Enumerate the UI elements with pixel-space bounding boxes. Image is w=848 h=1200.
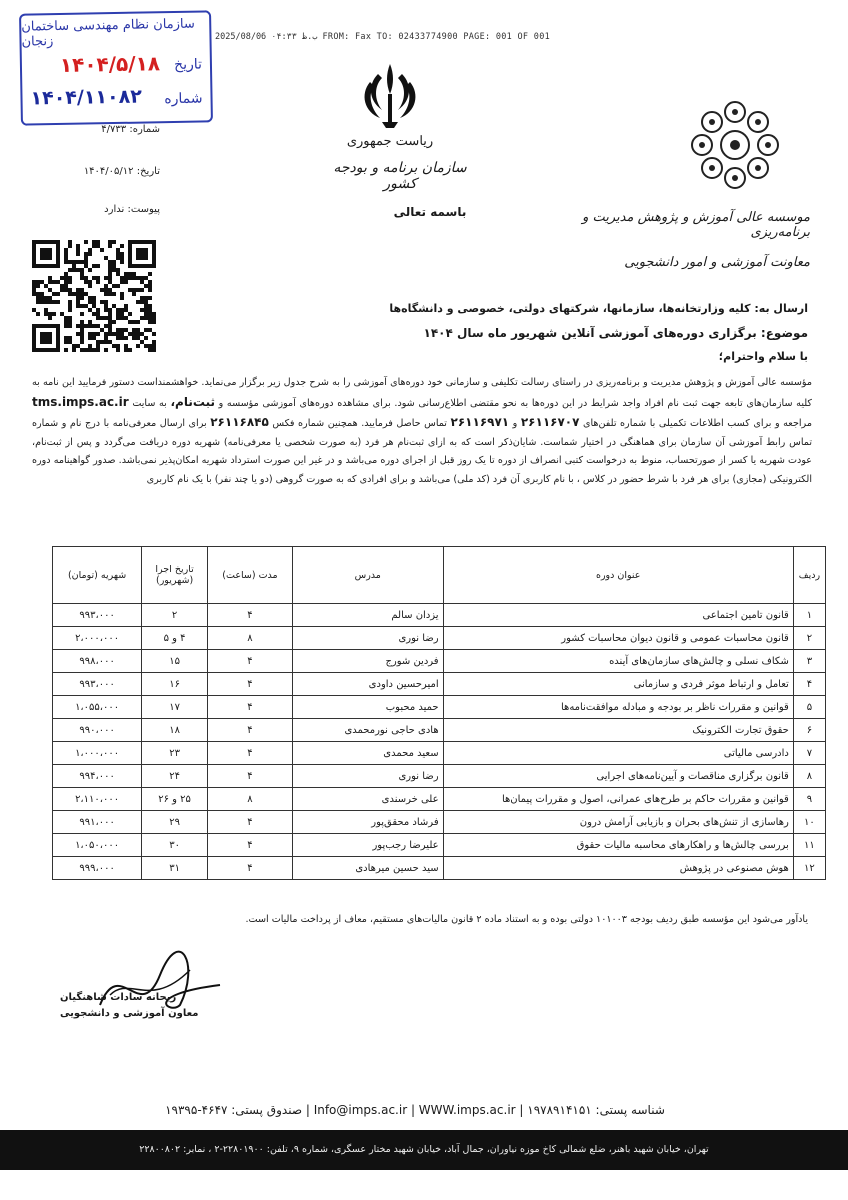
- cell-course-title: بررسی چالش‌ها و راهکارهای محاسبه مالیات حقوق: [443, 834, 793, 857]
- table-row: [53, 627, 826, 650]
- cell-date: ۲: [142, 604, 208, 627]
- cell-duration: ۴: [207, 811, 292, 834]
- fax-intro: همچنین شماره فکس: [272, 418, 358, 430]
- website-link[interactable]: tms.imps.ac.ir: [32, 394, 129, 409]
- header-instructor: مدرس: [292, 547, 443, 604]
- table-row: [53, 765, 826, 788]
- cell-course-title: رهاسازی از تنش‌های بحران و بازیابی آرامش درون: [443, 811, 793, 834]
- cell-course-title: قانون تامین اجتماعی: [443, 604, 793, 627]
- cell-row-number: ۵: [793, 696, 825, 719]
- cell-instructor: رضا نوری: [292, 627, 443, 650]
- cell-date: ۳۰: [142, 834, 208, 857]
- cell-course-title: قوانین و مقررات ناظر بر بودجه و مبادله موافقت‌نامه‌ها: [443, 696, 793, 719]
- phone-1: ۲۶۱۱۶۷۰۷: [520, 415, 580, 430]
- cell-tuition: ۱،۰۵۵،۰۰۰: [53, 696, 142, 719]
- cell-row-number: ۱: [793, 604, 825, 627]
- tax-note: یادآور می‌شود این مؤسسه طبق ردیف بودجه ۱۰۱۰۰۳ دولتی بوده و به استناد ماده ۲ قانون مالیات‌های مستقیم، معاف از پرداخت مالیات است.: [245, 914, 808, 925]
- cell-instructor: علیرضا رجب‌پور: [292, 834, 443, 857]
- stamp-number-value: ۱۴۰۴/۱۱۰۸۲: [30, 85, 143, 110]
- stamp-org: سازمان نظام مهندسی ساختمان زنجان: [21, 16, 195, 50]
- table-row: [53, 742, 826, 765]
- cell-row-number: ۹: [793, 788, 825, 811]
- cell-tuition: ۲،۰۰۰،۰۰۰: [53, 627, 142, 650]
- cell-duration: ۴: [207, 834, 292, 857]
- cell-duration: ۴: [207, 673, 292, 696]
- fax-number: ۲۶۱۱۶۸۴۵: [210, 415, 269, 430]
- cell-instructor: علی خرسندی: [292, 788, 443, 811]
- fax-header: 2025/08/06 ب.ظ ۰۴:۳۳ FROM: Fax TO: 02433774900 PAGE: 001 OF 001: [215, 32, 551, 42]
- cell-instructor: سید حسین میرهادی: [292, 857, 443, 880]
- deputy-name: معاونت آموزشی و امور دانشجویی: [624, 255, 810, 270]
- letter-attachment-value: ندارد: [104, 204, 125, 215]
- header-duration: مدت (ساعت): [207, 547, 292, 604]
- cell-tuition: ۱،۰۰۰،۰۰۰: [53, 742, 142, 765]
- signatory-title: معاون آموزشی و دانشجویی: [60, 1008, 199, 1019]
- table-header-row: [53, 547, 826, 604]
- institute-name: موسسه عالی آموزش و پژوهش مدیریت و برنامه‌ریزی: [582, 210, 810, 240]
- header-tuition: شهریه (تومان): [53, 547, 142, 604]
- table-row: [53, 788, 826, 811]
- cell-instructor: هادی حاجی نورمحمدی: [292, 719, 443, 742]
- site-intro: به سایت: [132, 397, 167, 409]
- cell-tuition: ۲،۱۱۰،۰۰۰: [53, 788, 142, 811]
- cell-tuition: ۱،۰۵۰،۰۰۰: [53, 834, 142, 857]
- institute-logo-icon: [680, 90, 790, 200]
- phone-2: ۲۶۱۱۶۹۷۱: [450, 415, 510, 430]
- letter-attachment: [60, 204, 160, 215]
- cell-instructor: فرشاد محقق‌پور: [292, 811, 443, 834]
- cell-duration: ۴: [207, 742, 292, 765]
- cell-row-number: ۱۱: [793, 834, 825, 857]
- cell-duration: ۴: [207, 765, 292, 788]
- header-date: تاریخ اجرا (شهریور): [142, 547, 208, 604]
- cell-course-title: شکاف نسلی و چالش‌های سازمان‌های آینده: [443, 650, 793, 673]
- cell-tuition: ۹۹۱،۰۰۰: [53, 811, 142, 834]
- cell-course-title: قانون محاسبات عمومی و قانون دیوان محاسبات کشور: [443, 627, 793, 650]
- stamp-number-label: شماره: [164, 90, 203, 108]
- cell-tuition: ۹۹۳،۰۰۰: [53, 604, 142, 627]
- greeting: با سلام واحترام؛: [718, 350, 808, 363]
- cell-row-number: ۶: [793, 719, 825, 742]
- cell-duration: ۴: [207, 719, 292, 742]
- letter-body: [32, 374, 812, 490]
- header-row-number: ردیف: [793, 547, 825, 604]
- iran-emblem-icon: [360, 60, 420, 130]
- cell-date: ۱۸: [142, 719, 208, 742]
- cell-course-title: قوانین و مقررات حاکم بر طرح‌های عمرانی، اصول و مقررات پیمان‌ها: [443, 788, 793, 811]
- received-stamp: [19, 10, 213, 125]
- table-row: [53, 673, 826, 696]
- contact-intro: مراجعه و برای کسب اطلاعات تکمیلی با شماره تلفن‌های: [583, 418, 812, 430]
- cell-duration: ۴: [207, 857, 292, 880]
- cell-course-title: هوش مصنوعی در پژوهش: [443, 857, 793, 880]
- letter-number: [60, 124, 160, 135]
- cell-date: ۲۳: [142, 742, 208, 765]
- cell-date: ۲۴: [142, 765, 208, 788]
- cell-tuition: ۹۹۸،۰۰۰: [53, 650, 142, 673]
- stamp-date-label: تاریخ: [173, 56, 203, 73]
- contact-end: تماس حاصل فرمایید.: [361, 418, 447, 430]
- stamp-date-value: ۱۴۰۴/۵/۱۸: [59, 51, 161, 77]
- cell-date: ۱۷: [142, 696, 208, 719]
- cell-instructor: یزدان سالم: [292, 604, 443, 627]
- cell-date: ۲۹: [142, 811, 208, 834]
- presidency-title: ریاست جمهوری: [346, 134, 434, 149]
- table-row: [53, 857, 826, 880]
- cell-course-title: حقوق تجارت الکترونیک: [443, 719, 793, 742]
- table-row: [53, 604, 826, 627]
- cell-duration: ۴: [207, 604, 292, 627]
- header-course-title: عنوان دوره: [443, 547, 793, 604]
- cell-row-number: ۴: [793, 673, 825, 696]
- basmala: باسمه تعالی: [393, 205, 467, 219]
- organization-title: سازمان برنامه و بودجه کشور: [333, 160, 467, 192]
- cell-date: ۳۱: [142, 857, 208, 880]
- cell-date: ۱۶: [142, 673, 208, 696]
- table-row: [53, 811, 826, 834]
- letter-date-label: تاریخ:: [136, 166, 160, 177]
- cell-date: ۴ و ۵: [142, 627, 208, 650]
- cell-tuition: ۹۹۹،۰۰۰: [53, 857, 142, 880]
- letter-attachment-label: پیوست:: [127, 204, 160, 215]
- cell-duration: ۴: [207, 650, 292, 673]
- registration-label: ثبت‌نام،: [170, 394, 215, 409]
- cell-row-number: ۲: [793, 627, 825, 650]
- cell-course-title: تعامل و ارتباط موثر فردی و سازمانی: [443, 673, 793, 696]
- cell-tuition: ۹۹۳،۰۰۰: [53, 673, 142, 696]
- cell-row-number: ۳: [793, 650, 825, 673]
- cell-row-number: ۸: [793, 765, 825, 788]
- cell-date: ۱۵: [142, 650, 208, 673]
- letter-number-label: شماره:: [129, 124, 160, 135]
- cell-duration: ۸: [207, 788, 292, 811]
- cell-instructor: سعید محمدی: [292, 742, 443, 765]
- phone-and: و: [512, 418, 518, 430]
- cell-instructor: رضا نوری: [292, 765, 443, 788]
- cell-row-number: ۱۰: [793, 811, 825, 834]
- cell-course-title: دادرسی مالیاتی: [443, 742, 793, 765]
- table-row: [53, 719, 826, 742]
- cell-row-number: ۷: [793, 742, 825, 765]
- recipient-line: ارسال به: کلیه وزارتخانه‌ها، سازمانها، شرکتهای دولتی، خصوصی و دانشگاه‌ها: [389, 302, 808, 315]
- cell-course-title: قانون برگزاری مناقصات و آیین‌نامه‌های اجرایی: [443, 765, 793, 788]
- footer-contact: شناسه پستی: ۱۹۷۸۹۱۴۱۵۱ | Info@imps.ac.ir | WWW.imps.ac.ir | صندوق پستی: ۴۶۴۷-۱۹۳۹۵: [165, 1103, 665, 1117]
- table-row: [53, 834, 826, 857]
- table-row: [53, 650, 826, 673]
- courses-table: [52, 546, 826, 880]
- body-paragraph-1: مؤسسه عالی آموزش و پژوهش مدیریت و برنامه‌ریزی در راستای رسالت تکلیفی و سازمانی خود دوره‌های آموزشی را به شرح جدول زیر برگزار می‌نماید. خواهشمنداست دستور فرمایید این نامه به کلیه سازمان‌های تابعه جهت ثبت نام افراد واجد شرایط در این دوره‌ها به نحو مقتضی اطلاع‌رسانی شود. برای مشاهده دوره‌های آموزشی مؤسسه و: [32, 377, 812, 409]
- cell-duration: ۸: [207, 627, 292, 650]
- cell-date: ۲۵ و ۲۶: [142, 788, 208, 811]
- cell-instructor: فردین شورج: [292, 650, 443, 673]
- subject-line: موضوع: برگزاری دوره‌های آموزشی آنلاین شهریور ماه سال ۱۴۰۴: [423, 326, 808, 340]
- cell-instructor: حمید محبوب: [292, 696, 443, 719]
- cell-duration: ۴: [207, 696, 292, 719]
- footer-address-bar: تهران، خیابان شهید باهنر، ضلع شمالی کاخ موزه نیاوران، جمال آباد، خیابان شهید مختار عسگری، شماره ۹، تلفن: ۲۲۸۰۱۹۰۰-۲ ، نمابر: ۲۲۸۰۰۸۰۲: [0, 1130, 848, 1170]
- cell-tuition: ۹۹۰،۰۰۰: [53, 719, 142, 742]
- letter-date-value: ۱۴۰۴/۰۵/۱۲: [83, 166, 134, 177]
- cell-instructor: امیرحسین داودی: [292, 673, 443, 696]
- table-row: [53, 696, 826, 719]
- cell-row-number: ۱۲: [793, 857, 825, 880]
- letter-date: [60, 166, 160, 177]
- signatory-name: ریحانه سادات شاهنگیان: [60, 992, 177, 1003]
- letter-number-value: ۴/۷۳۳: [101, 124, 127, 135]
- body-paragraph-3: برای ارسال معرفی‌نامه با درج نام و شماره تماس رابط آموزشی آن سازمان برای هماهنگی در اختیار شماست. شایان‌ذکر است که به ازای ثبت‌نام هر فرد (به صورت شخصی یا معرفی‌نامه) شهریه دوره دریافت می‌گردد و پس از ثبت‌نام، عودت شهریه یا کسر از صورتحساب، منوط به درخواست کتبی انصراف از دوره تا یک روز قبل از اجرای دوره می‌باشد و در غیر این صورت استرداد شهریه امکان‌پذیر نمی‌باشد. صدور گواهینامه دوره الکترونیکی (مجازی) برای هر فرد با شرط حضور در کلاس ، با نام کاربری آن فرد (کد ملی) می‌باشد و برای افرادی که به صورت گروهی (دو یا چند نفر) با یک نام کاربری: [32, 418, 812, 485]
- cell-tuition: ۹۹۴،۰۰۰: [53, 765, 142, 788]
